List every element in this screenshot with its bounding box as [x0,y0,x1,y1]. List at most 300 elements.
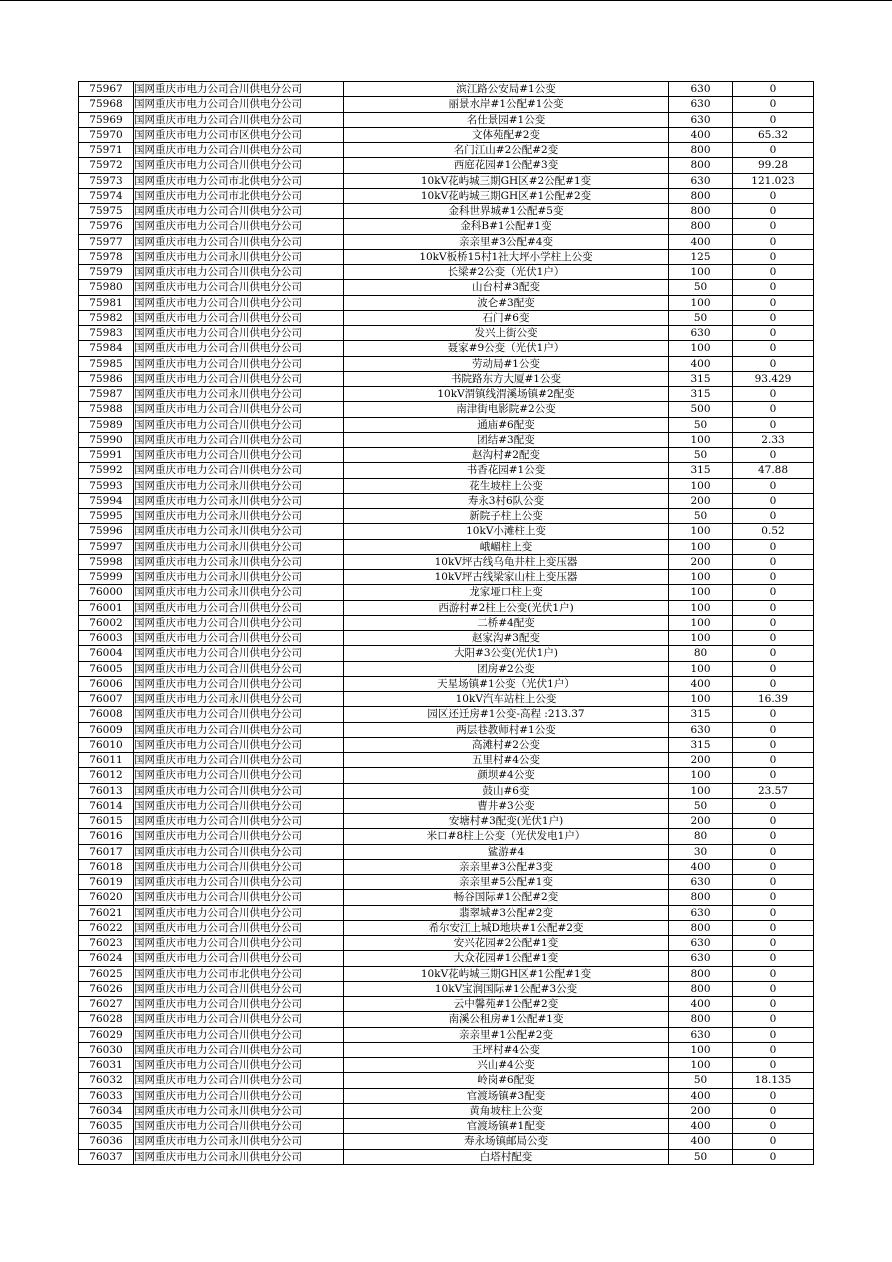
transformer-name-cell: 发兴上街公变 [344,326,669,341]
company-cell: 国网重庆市电力公司永川供电分公司 [134,585,344,600]
company-cell: 国网重庆市电力公司合川供电分公司 [134,875,344,890]
row-id-cell: 76029 [79,1027,134,1042]
company-cell: 国网重庆市电力公司合川供电分公司 [134,417,344,432]
transformer-name-cell: 通庙#6配变 [344,417,669,432]
company-cell: 国网重庆市电力公司永川供电分公司 [134,570,344,585]
row-id-cell: 75990 [79,432,134,447]
transformer-name-cell: 山台村#3配变 [344,280,669,295]
value-cell: 0 [733,249,814,264]
value-cell: 0 [733,737,814,752]
row-id-cell: 76035 [79,1119,134,1134]
table-row [79,1103,814,1118]
capacity-cell: 800 [669,966,733,981]
row-id-cell: 76031 [79,1058,134,1073]
capacity-cell: 100 [669,783,733,798]
value-cell: 93.429 [733,371,814,386]
row-id-cell: 75995 [79,509,134,524]
value-cell: 0 [733,859,814,874]
row-id-cell: 76013 [79,783,134,798]
value-cell: 2.33 [733,432,814,447]
capacity-cell: 630 [669,326,733,341]
transformer-name-cell: 寿永3村6队公变 [344,493,669,508]
value-cell: 0 [733,981,814,996]
value-cell: 0 [733,585,814,600]
table-row [79,310,814,325]
capacity-cell: 100 [669,768,733,783]
table-row [79,783,814,798]
company-cell: 国网重庆市电力公司合川供电分公司 [134,615,344,630]
company-cell: 国网重庆市电力公司合川供电分公司 [134,219,344,234]
table-row [79,1119,814,1134]
row-id-cell: 76034 [79,1103,134,1118]
transformer-name-cell: 龙家垭口柱上变 [344,585,669,600]
capacity-cell: 630 [669,97,733,112]
transformer-name-cell: 官渡场镇#1配变 [344,1119,669,1134]
row-id-cell: 75970 [79,127,134,142]
capacity-cell: 50 [669,509,733,524]
table-row [79,524,814,539]
value-cell: 0 [733,890,814,905]
row-id-cell: 76000 [79,585,134,600]
capacity-cell: 100 [669,570,733,585]
transformer-name-cell: 西游村#2柱上公变(光伏1户) [344,600,669,615]
capacity-cell: 800 [669,219,733,234]
company-cell: 国网重庆市电力公司合川供电分公司 [134,326,344,341]
company-cell: 国网重庆市电力公司合川供电分公司 [134,814,344,829]
row-id-cell: 76022 [79,920,134,935]
value-cell: 0 [733,356,814,371]
capacity-cell: 630 [669,875,733,890]
transformer-name-cell: 寿永场镇邮局公变 [344,1134,669,1149]
table-row [79,920,814,935]
company-cell: 国网重庆市电力公司合川供电分公司 [134,1027,344,1042]
table-row [79,1149,814,1164]
table-row [79,692,814,707]
value-cell: 0 [733,478,814,493]
row-id-cell: 75992 [79,463,134,478]
table-row [79,509,814,524]
table-row [79,1042,814,1057]
company-cell: 国网重庆市电力公司永川供电分公司 [134,478,344,493]
company-cell: 国网重庆市电力公司合川供电分公司 [134,1073,344,1088]
company-cell: 国网重庆市电力公司永川供电分公司 [134,1103,344,1118]
row-id-cell: 76019 [79,875,134,890]
value-cell: 0 [733,280,814,295]
transformer-name-cell: 波仑#3配变 [344,295,669,310]
value-cell: 0 [733,997,814,1012]
value-cell: 0 [733,1149,814,1164]
row-id-cell: 76014 [79,798,134,813]
table-row [79,143,814,158]
row-id-cell: 76036 [79,1134,134,1149]
value-cell: 0 [733,875,814,890]
capacity-cell: 630 [669,82,733,97]
transformer-name-cell: 文体苑配#2变 [344,127,669,142]
row-id-cell: 75993 [79,478,134,493]
capacity-cell: 800 [669,981,733,996]
row-id-cell: 75974 [79,188,134,203]
table-row [79,493,814,508]
transformer-name-cell: 10kV板桥15村1社大坪小学柱上公变 [344,249,669,264]
capacity-cell: 50 [669,417,733,432]
table-row [79,82,814,97]
capacity-cell: 200 [669,493,733,508]
company-cell: 国网重庆市电力公司合川供电分公司 [134,890,344,905]
transformer-name-cell: 团结#3配变 [344,432,669,447]
capacity-cell: 315 [669,707,733,722]
row-id-cell: 75984 [79,341,134,356]
capacity-cell: 50 [669,310,733,325]
capacity-cell: 400 [669,676,733,691]
company-cell: 国网重庆市电力公司合川供电分公司 [134,997,344,1012]
transformer-name-cell: 名门江山#2公配#2变 [344,143,669,158]
capacity-cell: 100 [669,432,733,447]
table-row [79,326,814,341]
company-cell: 国网重庆市电力公司合川供电分公司 [134,768,344,783]
row-id-cell: 75979 [79,265,134,280]
value-cell: 47.88 [733,463,814,478]
transformer-name-cell: 团房#2公变 [344,661,669,676]
value-cell: 0 [733,1058,814,1073]
company-cell: 国网重庆市电力公司合川供电分公司 [134,920,344,935]
row-id-cell: 75967 [79,82,134,97]
row-id-cell: 76010 [79,737,134,752]
row-id-cell: 76011 [79,753,134,768]
capacity-cell: 500 [669,402,733,417]
transformer-name-cell: 10kV花屿城三期GH区#2公配#1变 [344,173,669,188]
value-cell: 0 [733,829,814,844]
value-cell: 0 [733,387,814,402]
company-cell: 国网重庆市电力公司合川供电分公司 [134,143,344,158]
value-cell: 0 [733,1103,814,1118]
value-cell: 0 [733,188,814,203]
capacity-cell: 100 [669,600,733,615]
transformer-name-cell: 书院路东方大厦#1公变 [344,371,669,386]
capacity-cell: 125 [669,249,733,264]
company-cell: 国网重庆市电力公司永川供电分公司 [134,387,344,402]
row-id-cell: 76024 [79,951,134,966]
transformer-name-cell: 五里村#4公变 [344,753,669,768]
transformer-name-cell: 亲亲里#3公配#4变 [344,234,669,249]
value-cell: 0 [733,920,814,935]
row-id-cell: 76016 [79,829,134,844]
company-cell: 国网重庆市电力公司合川供电分公司 [134,722,344,737]
table-row [79,173,814,188]
transformer-name-cell: 高滩村#2公变 [344,737,669,752]
table-row [79,890,814,905]
capacity-cell: 800 [669,204,733,219]
capacity-cell: 100 [669,615,733,630]
transformer-name-cell: 安兴花园#2公配#1变 [344,936,669,951]
company-cell: 国网重庆市电力公司合川供电分公司 [134,783,344,798]
value-cell: 0 [733,326,814,341]
capacity-cell: 80 [669,646,733,661]
capacity-cell: 50 [669,448,733,463]
value-cell: 0 [733,295,814,310]
table-row [79,859,814,874]
company-cell: 国网重庆市电力公司合川供电分公司 [134,829,344,844]
transformer-name-cell: 劳动局#1公变 [344,356,669,371]
transformer-name-cell: 名仕景园#1公变 [344,112,669,127]
transformer-name-cell: 书香花园#1公变 [344,463,669,478]
transformer-name-cell: 10kV花屿城三期GH区#1公配#1变 [344,966,669,981]
row-id-cell: 75985 [79,356,134,371]
capacity-cell: 400 [669,234,733,249]
row-id-cell: 76018 [79,859,134,874]
company-cell: 国网重庆市电力公司合川供电分公司 [134,707,344,722]
capacity-cell: 315 [669,463,733,478]
table-row [79,600,814,615]
company-cell: 国网重庆市电力公司合川供电分公司 [134,1042,344,1057]
company-cell: 国网重庆市电力公司永川供电分公司 [134,1149,344,1164]
row-id-cell: 75975 [79,204,134,219]
capacity-cell: 400 [669,859,733,874]
table-row [79,570,814,585]
capacity-cell: 400 [669,1088,733,1103]
table-row [79,188,814,203]
value-cell: 121.023 [733,173,814,188]
transformer-name-cell: 10kV小滩柱上变 [344,524,669,539]
row-id-cell: 75981 [79,295,134,310]
table-row [79,936,814,951]
row-id-cell: 76027 [79,997,134,1012]
table-row [79,737,814,752]
company-cell: 国网重庆市电力公司合川供电分公司 [134,356,344,371]
company-cell: 国网重庆市电力公司永川供电分公司 [134,1134,344,1149]
transformer-name-cell: 翡翠城#3公配#2变 [344,905,669,920]
row-id-cell: 76028 [79,1012,134,1027]
transformer-name-cell: 南溪公租房#1公配#1变 [344,1012,669,1027]
value-cell: 0 [733,707,814,722]
value-cell: 0 [733,1042,814,1057]
capacity-cell: 50 [669,280,733,295]
transformer-name-cell: 赵家沟#3配变 [344,631,669,646]
transformer-name-cell: 滨江路公安局#1公变 [344,82,669,97]
table-row [79,356,814,371]
company-cell: 国网重庆市电力公司市北供电分公司 [134,188,344,203]
value-cell: 0 [733,936,814,951]
row-id-cell: 75997 [79,539,134,554]
value-cell: 0 [733,112,814,127]
transformer-name-cell: 曹井#3公变 [344,798,669,813]
company-cell: 国网重庆市电力公司合川供电分公司 [134,753,344,768]
company-cell: 国网重庆市电力公司合川供电分公司 [134,82,344,97]
value-cell: 0 [733,905,814,920]
row-id-cell: 76007 [79,692,134,707]
table-row [79,631,814,646]
table-row [79,265,814,280]
row-id-cell: 75994 [79,493,134,508]
row-id-cell: 76012 [79,768,134,783]
transformer-name-cell: 官渡场镇#3配变 [344,1088,669,1103]
value-cell: 0 [733,966,814,981]
table-row [79,966,814,981]
top-border-line [0,0,892,1]
transformer-table [78,81,814,1165]
capacity-cell: 200 [669,753,733,768]
value-cell: 0 [733,341,814,356]
transformer-name-cell: 希尔安江上城D地块#1公配#2变 [344,920,669,935]
table-row [79,615,814,630]
row-id-cell: 76006 [79,676,134,691]
capacity-cell: 800 [669,1012,733,1027]
transformer-name-cell: 10kV坪古线乌龟井柱上变压器 [344,554,669,569]
row-id-cell: 76025 [79,966,134,981]
table-row [79,1027,814,1042]
row-id-cell: 75987 [79,387,134,402]
value-cell: 0 [733,768,814,783]
table-row [79,463,814,478]
value-cell: 0 [733,600,814,615]
company-cell: 国网重庆市电力公司合川供电分公司 [134,661,344,676]
row-id-cell: 75996 [79,524,134,539]
company-cell: 国网重庆市电力公司合川供电分公司 [134,631,344,646]
transformer-name-cell: 鼓山#6变 [344,783,669,798]
value-cell: 0 [733,509,814,524]
transformer-name-cell: 金科B#1公配#1变 [344,219,669,234]
company-cell: 国网重庆市电力公司合川供电分公司 [134,1058,344,1073]
table-row [79,112,814,127]
transformer-name-cell: 大阳#3公变(光伏1户) [344,646,669,661]
row-id-cell: 76020 [79,890,134,905]
capacity-cell: 630 [669,722,733,737]
value-cell: 0 [733,310,814,325]
table-row [79,722,814,737]
transformer-name-cell: 长梁#2公变（光伏1户） [344,265,669,280]
company-cell: 国网重庆市电力公司合川供电分公司 [134,646,344,661]
company-cell: 国网重庆市电力公司合川供电分公司 [134,402,344,417]
capacity-cell: 100 [669,661,733,676]
company-cell: 国网重庆市电力公司合川供电分公司 [134,1119,344,1134]
company-cell: 国网重庆市电力公司合川供电分公司 [134,310,344,325]
company-cell: 国网重庆市电力公司市北供电分公司 [134,173,344,188]
transformer-name-cell: 10kV汽车站柱上公变 [344,692,669,707]
company-cell: 国网重庆市电力公司合川供电分公司 [134,448,344,463]
value-cell: 0 [733,82,814,97]
company-cell: 国网重庆市电力公司永川供电分公司 [134,524,344,539]
row-id-cell: 75986 [79,371,134,386]
transformer-name-cell: 王坪村#4公变 [344,1042,669,1057]
table-row [79,478,814,493]
value-cell: 0 [733,554,814,569]
row-id-cell: 76008 [79,707,134,722]
table-row [79,829,814,844]
table-row [79,280,814,295]
row-id-cell: 76005 [79,661,134,676]
value-cell: 0 [733,493,814,508]
value-cell: 0 [733,570,814,585]
value-cell: 0 [733,798,814,813]
row-id-cell: 76037 [79,1149,134,1164]
table-row [79,951,814,966]
row-id-cell: 75968 [79,97,134,112]
table-row [79,219,814,234]
table-row [79,554,814,569]
transformer-name-cell: 10kV宝润国际#1公配#3公变 [344,981,669,996]
transformer-name-cell: 园区还迁房#1公变-高程 :213.37 [344,707,669,722]
company-cell: 国网重庆市电力公司合川供电分公司 [134,859,344,874]
table-row [79,844,814,859]
transformer-name-cell: 10kV渭镇线渭溪场镇#2配变 [344,387,669,402]
row-id-cell: 75972 [79,158,134,173]
transformer-name-cell: 云中馨苑#1公配#2变 [344,997,669,1012]
transformer-name-cell: 花生坡柱上公变 [344,478,669,493]
value-cell: 0 [733,753,814,768]
capacity-cell: 630 [669,936,733,951]
capacity-cell: 400 [669,1134,733,1149]
table-body [79,82,814,1165]
value-cell: 0 [733,722,814,737]
table-row [79,1058,814,1073]
table-row [79,676,814,691]
value-cell: 0 [733,1119,814,1134]
capacity-cell: 50 [669,1149,733,1164]
company-cell: 国网重庆市电力公司合川供电分公司 [134,737,344,752]
row-id-cell: 75977 [79,234,134,249]
capacity-cell: 200 [669,1103,733,1118]
row-id-cell: 75980 [79,280,134,295]
capacity-cell: 30 [669,844,733,859]
transformer-name-cell: 亲亲里#3公配#3变 [344,859,669,874]
table-row [79,905,814,920]
capacity-cell: 800 [669,143,733,158]
capacity-cell: 800 [669,890,733,905]
transformer-name-cell: 丽景水岸#1公配#1公变 [344,97,669,112]
company-cell: 国网重庆市电力公司合川供电分公司 [134,280,344,295]
table-row [79,981,814,996]
transformer-name-cell: 两层巷教师村#1公变 [344,722,669,737]
row-id-cell: 76033 [79,1088,134,1103]
transformer-name-cell: 亲亲里#1公配#2变 [344,1027,669,1042]
table-row [79,997,814,1012]
company-cell: 国网重庆市电力公司市区供电分公司 [134,127,344,142]
capacity-cell: 100 [669,631,733,646]
capacity-cell: 800 [669,188,733,203]
row-id-cell: 75969 [79,112,134,127]
capacity-cell: 630 [669,951,733,966]
table-row [79,1073,814,1088]
value-cell: 0 [733,143,814,158]
row-id-cell: 76009 [79,722,134,737]
capacity-cell: 400 [669,356,733,371]
transformer-name-cell: 畅谷国际#1公配#2变 [344,890,669,905]
value-cell: 65.32 [733,127,814,142]
company-cell: 国网重庆市电力公司合川供电分公司 [134,676,344,691]
company-cell: 国网重庆市电力公司合川供电分公司 [134,265,344,280]
company-cell: 国网重庆市电力公司合川供电分公司 [134,1088,344,1103]
table-row [79,661,814,676]
table-row [79,707,814,722]
table-row [79,402,814,417]
transformer-name-cell: 岭岗#6配变 [344,1073,669,1088]
row-id-cell: 75978 [79,249,134,264]
value-cell: 99.28 [733,158,814,173]
row-id-cell: 75989 [79,417,134,432]
value-cell: 0 [733,1134,814,1149]
capacity-cell: 400 [669,1119,733,1134]
value-cell: 0.52 [733,524,814,539]
company-cell: 国网重庆市电力公司合川供电分公司 [134,341,344,356]
row-id-cell: 75988 [79,402,134,417]
company-cell: 国网重庆市电力公司永川供电分公司 [134,692,344,707]
value-cell: 0 [733,1088,814,1103]
value-cell: 23.57 [733,783,814,798]
company-cell: 国网重庆市电力公司合川供电分公司 [134,798,344,813]
capacity-cell: 630 [669,173,733,188]
capacity-cell: 200 [669,554,733,569]
capacity-cell: 800 [669,158,733,173]
company-cell: 国网重庆市电力公司合川供电分公司 [134,936,344,951]
